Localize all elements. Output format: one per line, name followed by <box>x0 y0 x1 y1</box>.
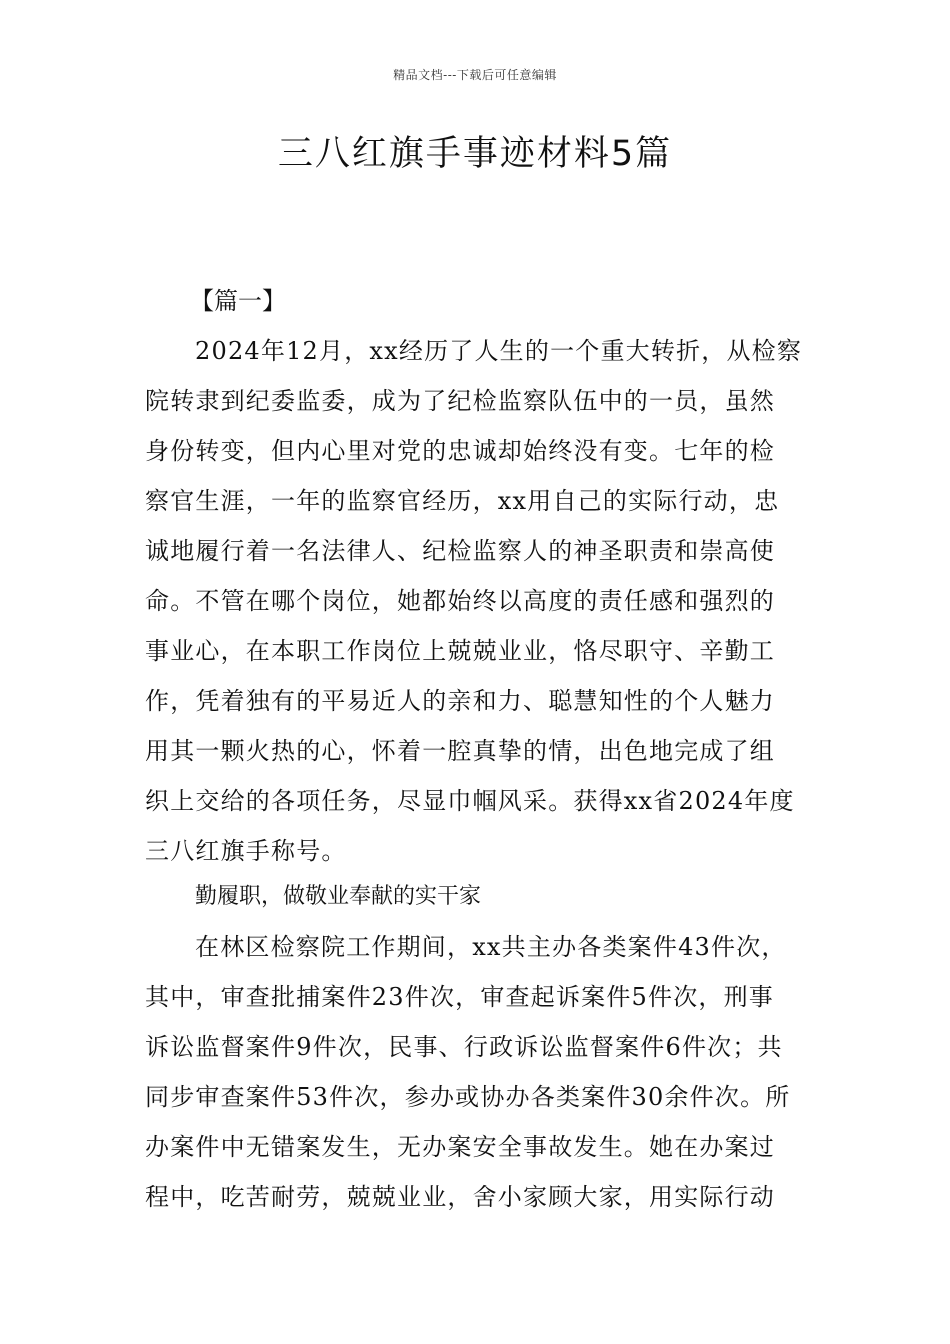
section-label: 【篇一】 <box>190 287 286 315</box>
paragraph-line: 2024年12月，xx经历了人生的一个重大转折，从检察 <box>195 337 803 365</box>
paragraph-line: 身份转变，但内心里对党的忠诚却始终没有变。七年的检 <box>145 437 775 465</box>
document-title: 三八红旗手事迹材料5篇 <box>277 134 673 174</box>
paragraph-line: 事业心，在本职工作岗位上兢兢业业，恪尽职守、辛勤工 <box>145 637 775 665</box>
paragraph-line: 办案件中无错案发生，无办案安全事故发生。她在办案过 <box>145 1133 775 1161</box>
paragraph-line: 三八红旗手称号。 <box>145 837 347 865</box>
paragraph-line: 院转隶到纪委监委，成为了纪检监察队伍中的一员，虽然 <box>145 387 775 415</box>
paragraph-line: 诉讼监督案件9件次，民事、行政诉讼监督案件6件次；共 <box>145 1033 783 1061</box>
paragraph-line: 在林区检察院工作期间，xx共主办各类案件43件次， <box>195 933 787 961</box>
paragraph-line: 察官生涯，一年的监察官经历，xx用自己的实际行动，忠 <box>145 487 780 515</box>
paragraph-line: 作，凭着独有的平易近人的亲和力、聪慧知性的个人魅力 <box>145 687 775 715</box>
header-note: 精品文档---下载后可任意编辑 <box>393 68 557 82</box>
paragraph-line: 其中，审查批捕案件23件次，审查起诉案件5件次，刑事 <box>145 983 775 1011</box>
paragraph-line: 织上交给的各项任务，尽显巾帼风采。获得xx省2024年度 <box>145 787 795 815</box>
paragraph-line: 程中，吃苦耐劳，兢兢业业，舍小家顾大家，用实际行动 <box>145 1183 775 1211</box>
paragraph-line: 命。不管在哪个岗位，她都始终以高度的责任感和强烈的 <box>145 587 775 615</box>
paragraph-line: 诚地履行着一名法律人、纪检监察人的神圣职责和崇高使 <box>145 537 775 565</box>
paragraph-line: 用其一颗火热的心，怀着一腔真挚的情，出色地完成了组 <box>145 737 775 765</box>
paragraph-1 <box>145 326 805 876</box>
paragraph-line: 同步审查案件53件次，参办或协办各类案件30余件次。所 <box>145 1083 791 1111</box>
paragraph-2 <box>145 922 805 1222</box>
section-subheading: 勤履职，做敬业奉献的实干家 <box>195 884 482 909</box>
